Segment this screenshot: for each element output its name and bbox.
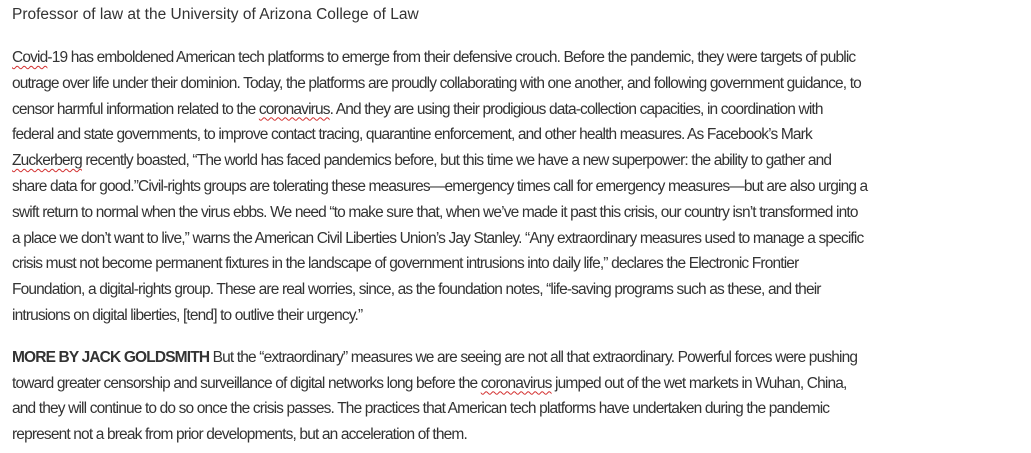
paragraph-line <box>12 97 1031 123</box>
paragraph-line: crisis must not become permanent fixtures in the landscape of government intrusions into daily life,” declares the Electronic Frontier <box>12 255 799 273</box>
paragraph-line <box>12 148 1031 174</box>
article-body <box>12 0 1031 448</box>
paragraph-line: Foundation, a digital-rights group. These are real worries, since, as the foundation notes, “life-saving programs such as these, and their <box>12 281 821 299</box>
paragraph-line: a place we don’t want to live,” warns the American Civil Liberties Union’s Jay Stanley. “Any extraordinary measures used to manage a specific <box>12 229 864 247</box>
paragraph-line: represent not a break from prior developments, but an acceleration of them. <box>12 426 467 444</box>
more-by-author-link[interactable]: MORE BY JACK GOLDSMITH <box>12 348 210 366</box>
paragraph-text: jumped out of the wet markets in Wuhan, China, <box>551 374 847 392</box>
paragraph-line: intrusions on digital liberties, [tend] to outlive their urgency.” <box>12 306 363 324</box>
paragraph-line: outrage over life under their dominion. Today, the platforms are proudly collaborating with one another, and following government guidance, to <box>12 74 861 92</box>
paragraph-line <box>12 371 1031 397</box>
spellcheck-flagged-word[interactable]: Covid <box>12 49 48 66</box>
paragraph-text: But the “extraordinary” measures we are seeing are not all that extraordinary. Powerful forces were pushing <box>209 348 858 366</box>
paragraph-line: and they will continue to do so once the crisis passes. The practices that American tech platforms have undertaken during the pandemic <box>12 400 830 418</box>
paragraph-text: recently boasted, “The world has faced pandemics before, but this time we have a new superpower: the ability to gather and <box>81 152 832 170</box>
paragraph-text: -19 has emboldened American tech platforms to emerge from their defensive crouch. Before the pandemic, they were targets of public <box>47 49 856 66</box>
paragraph-text: toward greater censorship and surveillance of digital networks long before the <box>12 374 481 392</box>
paragraph-text: . And they are using their prodigious data-collection capacities, in coordination with <box>329 100 823 118</box>
paragraph-line <box>12 345 1031 371</box>
paragraph-line: swift return to normal when the virus ebbs. We need “to make sure that, when we’ve made it past this crisis, our country isn’t transformed into <box>12 203 858 221</box>
author-byline: Professor of law at the University of Arizona College of Law <box>12 6 419 23</box>
paragraph-text: censor harmful information related to the <box>12 100 259 118</box>
spellcheck-flagged-word[interactable]: coronavirus <box>258 100 330 118</box>
paragraph-line: share data for good.”Civil-rights groups are tolerating these measures—emergency times call for emergency measures—but are also urging a <box>12 177 868 195</box>
paragraph-line <box>12 45 1031 71</box>
article-paragraph-1 <box>12 45 1031 329</box>
article-paragraph-2 <box>12 345 1031 448</box>
spellcheck-flagged-word[interactable]: coronavirus <box>480 374 552 392</box>
paragraph-line: federal and state governments, to improve contact tracing, quarantine enforcement, and other health measures. As Facebook’s Mark <box>12 126 812 144</box>
spellcheck-flagged-word[interactable]: Zuckerberg <box>12 152 82 170</box>
